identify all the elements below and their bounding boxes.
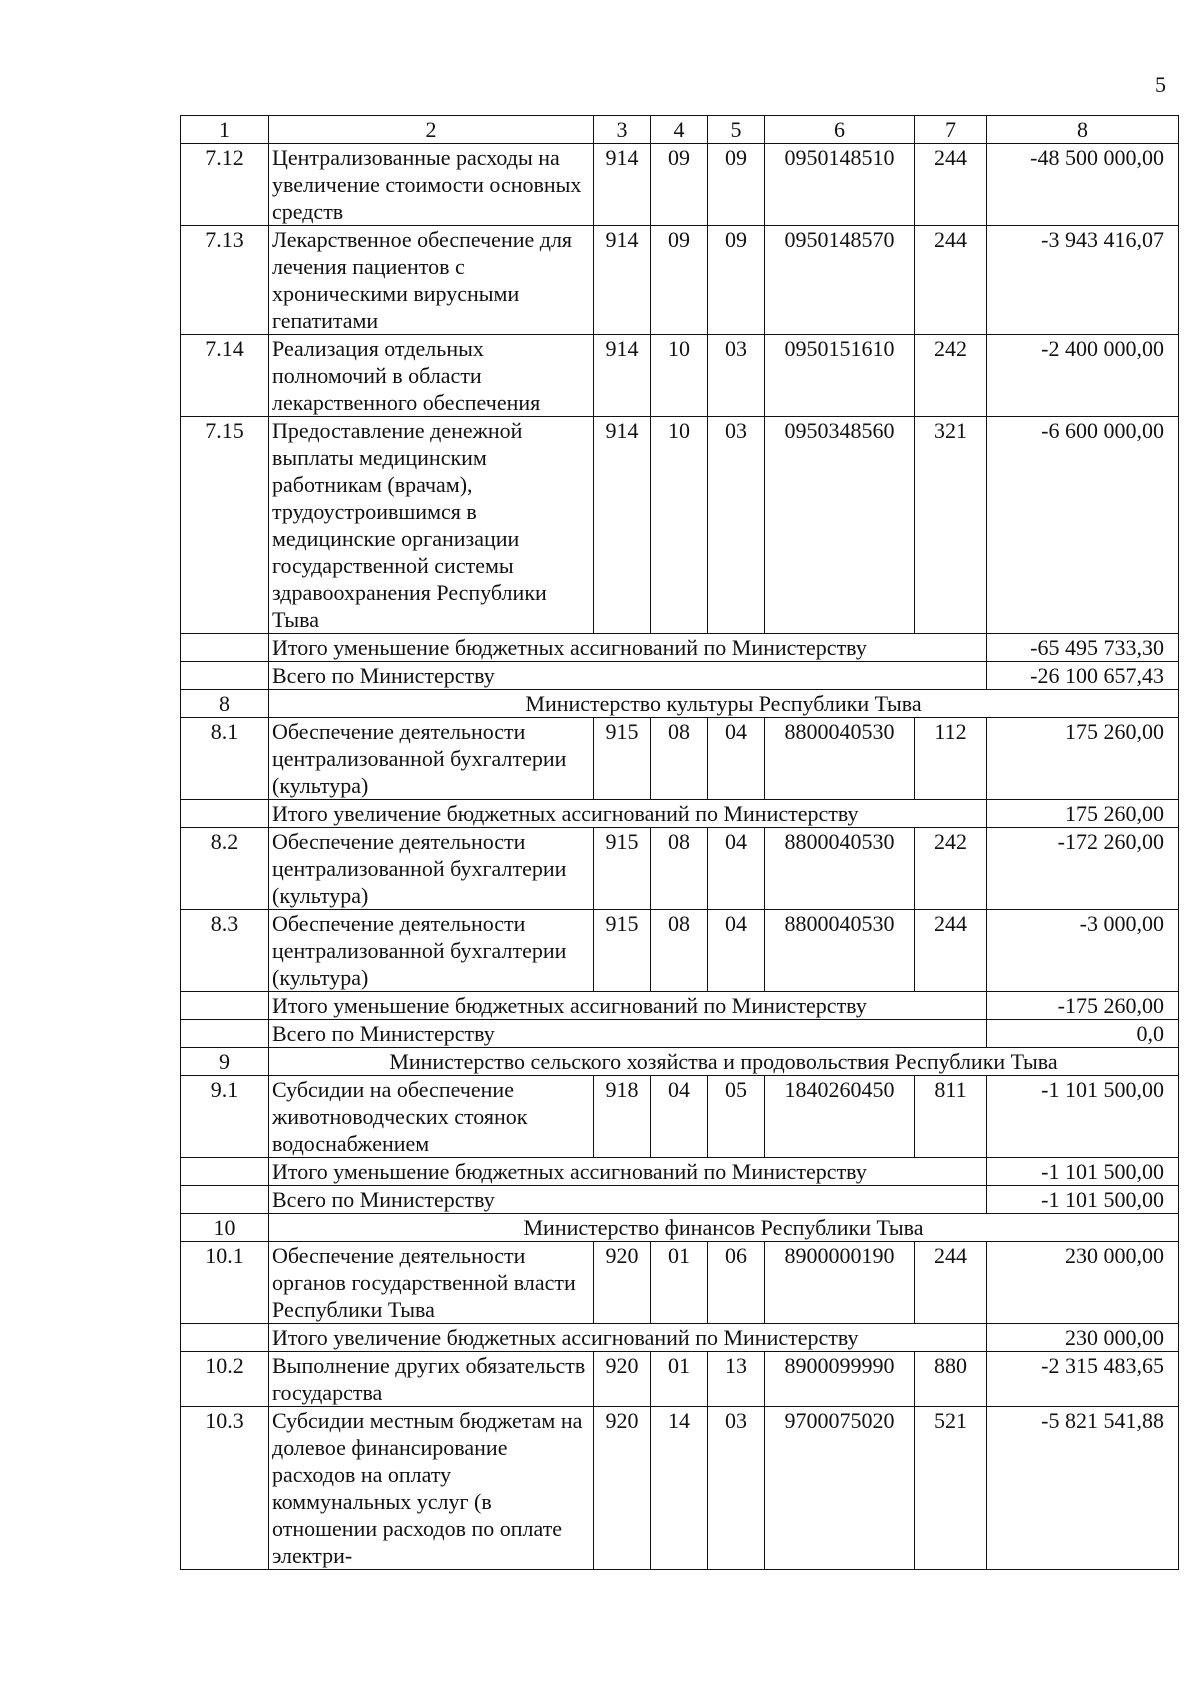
code-cell: 8800040530 [765,718,915,800]
code-cell: 10 [651,417,708,634]
row-name: Обеспечение деятельности централизованной бухгалтерии (культура) [269,828,594,910]
amount-cell: -172 260,00 [987,828,1179,910]
total-label: Всего по Министерству [269,662,987,690]
code-cell: 9700075020 [765,1407,915,1570]
amount-cell: -1 101 500,00 [987,1158,1179,1186]
code-cell: 03 [708,1407,765,1570]
section-title: Министерство сельского хозяйства и продовольствия Республики Тыва [269,1048,1179,1076]
header-cell: 8 [987,116,1179,144]
section-number: 8 [181,690,269,718]
code-cell: 09 [651,144,708,226]
section-title: Министерство культуры Республики Тыва [269,690,1179,718]
row-name: Лекарственное обеспечение для лечения пациентов с хроническими вирусными гепатитами [269,226,594,335]
code-cell: 8800040530 [765,910,915,992]
header-cell: 6 [765,116,915,144]
code-cell: 920 [594,1407,651,1570]
row-name: Выполнение других обязательств государства [269,1352,594,1407]
amount-cell: 230 000,00 [987,1242,1179,1324]
section-row [181,1214,1179,1242]
code-cell: 915 [594,718,651,800]
code-cell: 09 [708,226,765,335]
total-row [181,662,1179,690]
row-number: 10.3 [181,1407,269,1570]
table-row [181,910,1179,992]
code-cell: 04 [708,828,765,910]
code-cell: 918 [594,1076,651,1158]
code-cell: 920 [594,1352,651,1407]
code-cell: 321 [915,417,987,634]
code-cell: 0950148570 [765,226,915,335]
header-cell: 7 [915,116,987,144]
code-cell: 811 [915,1076,987,1158]
total-label: Итого уменьшение бюджетных ассигнований по Министерству [269,1158,987,1186]
code-cell: 14 [651,1407,708,1570]
code-cell: 06 [708,1242,765,1324]
code-cell: 914 [594,417,651,634]
empty-cell [181,662,269,690]
code-cell: 920 [594,1242,651,1324]
code-cell: 112 [915,718,987,800]
amount-cell: 175 260,00 [987,800,1179,828]
code-cell: 09 [651,226,708,335]
table-row [181,417,1179,634]
code-cell: 8900099990 [765,1352,915,1407]
total-label: Всего по Министерству [269,1020,987,1048]
total-label: Итого увеличение бюджетных ассигнований по Министерству [269,1324,987,1352]
page-number: 5 [1155,72,1166,97]
total-row [181,1020,1179,1048]
row-name: Субсидии местным бюджетам на долевое финансирование расходов на оплату коммунальных услуг (в отношении расходов по оплате электри- [269,1407,594,1570]
total-label: Итого уменьшение бюджетных ассигнований по Министерству [269,634,987,662]
header-cell: 5 [708,116,765,144]
empty-cell [181,1158,269,1186]
header-cell: 4 [651,116,708,144]
row-name: Обеспечение деятельности централизованной бухгалтерии (культура) [269,910,594,992]
total-label: Итого увеличение бюджетных ассигнований по Министерству [269,800,987,828]
row-name: Субсидии на обеспечение животноводческих стоянок водоснабжением [269,1076,594,1158]
code-cell: 01 [651,1352,708,1407]
total-row [181,1158,1179,1186]
total-label: Итого уменьшение бюджетных ассигнований по Министерству [269,992,987,1020]
code-cell: 08 [651,828,708,910]
code-cell: 04 [708,910,765,992]
code-cell: 03 [708,335,765,417]
section-number: 9 [181,1048,269,1076]
empty-cell [181,1324,269,1352]
code-cell: 10 [651,335,708,417]
row-name: Предоставление денежной выплаты медицинским работникам (врачам), трудоустроившимся в медицинские организации государственной системы здравоохранения Республики Тыва [269,417,594,634]
total-row [181,634,1179,662]
code-cell: 05 [708,1076,765,1158]
table-row [181,226,1179,335]
amount-cell: -1 101 500,00 [987,1186,1179,1214]
code-cell: 914 [594,226,651,335]
empty-cell [181,800,269,828]
table-row [181,1407,1179,1570]
amount-cell: -48 500 000,00 [987,144,1179,226]
code-cell: 08 [651,718,708,800]
code-cell: 242 [915,335,987,417]
section-row [181,690,1179,718]
code-cell: 04 [708,718,765,800]
row-number: 10.1 [181,1242,269,1324]
code-cell: 880 [915,1352,987,1407]
amount-cell: -2 400 000,00 [987,335,1179,417]
code-cell: 0950348560 [765,417,915,634]
code-cell: 915 [594,828,651,910]
section-row [181,1048,1179,1076]
row-number: 7.14 [181,335,269,417]
empty-cell [181,992,269,1020]
amount-cell: -65 495 733,30 [987,634,1179,662]
row-number: 7.13 [181,226,269,335]
section-number: 10 [181,1214,269,1242]
code-cell: 914 [594,335,651,417]
code-cell: 914 [594,144,651,226]
total-row [181,1186,1179,1214]
section-title: Министерство финансов Республики Тыва [269,1214,1179,1242]
code-cell: 244 [915,226,987,335]
amount-cell: 0,0 [987,1020,1179,1048]
code-cell: 8800040530 [765,828,915,910]
total-row [181,800,1179,828]
amount-cell: -2 315 483,65 [987,1352,1179,1407]
table-row [181,144,1179,226]
budget-table [180,115,1179,1570]
row-name: Обеспечение деятельности централизованной бухгалтерии (культура) [269,718,594,800]
row-number: 7.15 [181,417,269,634]
code-cell: 13 [708,1352,765,1407]
table-row [181,1076,1179,1158]
header-cell: 2 [269,116,594,144]
header-cell: 1 [181,116,269,144]
row-name: Обеспечение деятельности органов государственной власти Республики Тыва [269,1242,594,1324]
table-row [181,335,1179,417]
amount-cell: -3 943 416,07 [987,226,1179,335]
row-number: 8.2 [181,828,269,910]
code-cell: 244 [915,910,987,992]
amount-cell: -5 821 541,88 [987,1407,1179,1570]
row-name: Реализация отдельных полномочий в области лекарственного обеспечения [269,335,594,417]
table-row [181,828,1179,910]
row-name: Централизованные расходы на увеличение стоимости основных средств [269,144,594,226]
empty-cell [181,1186,269,1214]
table-row [181,718,1179,800]
row-number: 9.1 [181,1076,269,1158]
amount-cell: -1 101 500,00 [987,1076,1179,1158]
total-row [181,992,1179,1020]
amount-cell: 175 260,00 [987,718,1179,800]
code-cell: 8900000190 [765,1242,915,1324]
empty-cell [181,1020,269,1048]
code-cell: 1840260450 [765,1076,915,1158]
code-cell: 09 [708,144,765,226]
code-cell: 915 [594,910,651,992]
row-number: 8.1 [181,718,269,800]
code-cell: 03 [708,417,765,634]
code-cell: 08 [651,910,708,992]
code-cell: 0950151610 [765,335,915,417]
header-cell: 3 [594,116,651,144]
header-row [181,116,1179,144]
total-row [181,1324,1179,1352]
total-label: Всего по Министерству [269,1186,987,1214]
row-number: 10.2 [181,1352,269,1407]
code-cell: 244 [915,1242,987,1324]
table-row [181,1242,1179,1324]
amount-cell: -175 260,00 [987,992,1179,1020]
row-number: 8.3 [181,910,269,992]
code-cell: 521 [915,1407,987,1570]
code-cell: 01 [651,1242,708,1324]
amount-cell: -6 600 000,00 [987,417,1179,634]
amount-cell: -26 100 657,43 [987,662,1179,690]
table-row [181,1352,1179,1407]
empty-cell [181,634,269,662]
amount-cell: 230 000,00 [987,1324,1179,1352]
code-cell: 0950148510 [765,144,915,226]
code-cell: 244 [915,144,987,226]
table-body [181,116,1179,1570]
row-number: 7.12 [181,144,269,226]
amount-cell: -3 000,00 [987,910,1179,992]
code-cell: 04 [651,1076,708,1158]
code-cell: 242 [915,828,987,910]
